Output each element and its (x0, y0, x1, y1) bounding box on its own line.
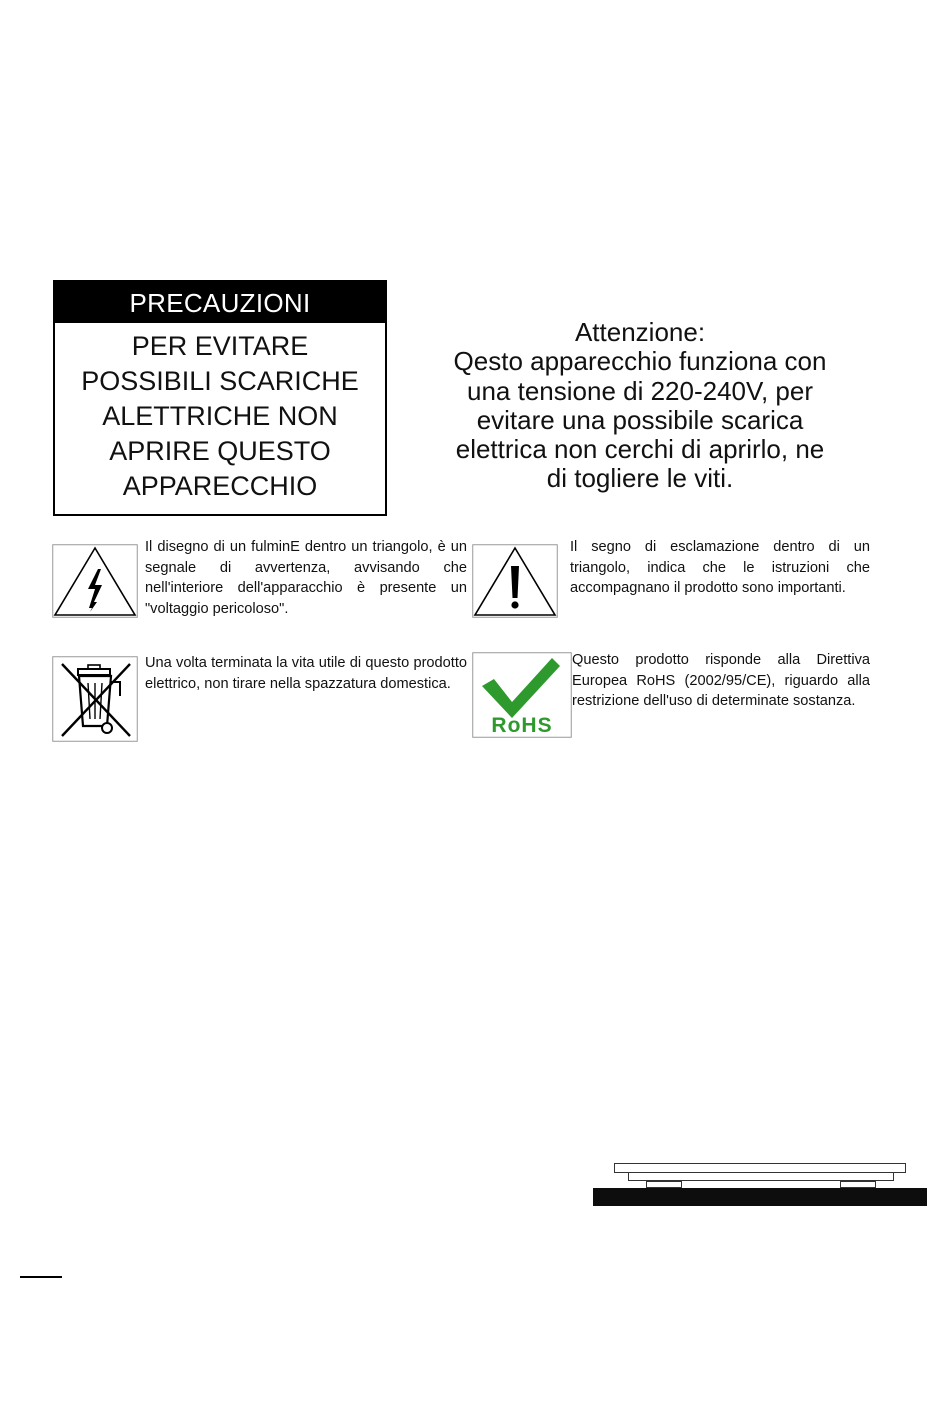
caution-text (55, 323, 385, 504)
attention-line: elettrica non cerchi di aprirlo, ne (455, 434, 825, 465)
scale-platform (614, 1163, 906, 1173)
crossed-bin-icon (52, 656, 138, 742)
lightning-warning-icon (52, 544, 138, 618)
floor-surface (593, 1188, 927, 1206)
caution-line: POSSIBILI SCARICHE (81, 366, 359, 396)
caution-line: APPARECCHIO (122, 471, 318, 501)
weee-description: Una volta terminata la vita utile di questo prodotto elettrico, non tirare nella spazzatura domestica. (145, 655, 467, 692)
caution-title: PRECAUZIONI (55, 282, 385, 323)
rohs-check-icon (472, 652, 572, 738)
exclamation-description: Il segno di esclamazione dentro di un triangolo, indica che le istruzioni che accompagnano il prodotto sono importanti. (570, 539, 870, 596)
footnote-rule (20, 1276, 62, 1278)
lightning-description: Il disegno di un fulminE dentro un triangolo, è un segnale di avvertenza, avvisando che nell'interiore dell'apparacchio è presente un "voltaggio pericoloso". (145, 539, 467, 617)
attention-line: Qesto apparecchio funziona con (453, 346, 827, 377)
scale-foot-left (646, 1181, 682, 1188)
attention-line: una tensione di 220-240V, per (467, 375, 813, 406)
caution-line: APRIRE QUESTO (109, 436, 331, 466)
caution-box (53, 280, 387, 516)
attention-notice (418, 318, 862, 494)
scale-base (628, 1173, 894, 1181)
exclamation-warning-icon (472, 544, 558, 618)
caution-line: PER EVITARE (131, 331, 309, 361)
attention-line: evitare una possibile scarica (476, 404, 804, 435)
rohs-description: Questo prodotto risponde alla Direttiva Europea RoHS (2002/95/CE), riguardo alla restrizione dell'uso di determinate sostanza. (572, 652, 870, 709)
attention-line: di togliere le viti. (546, 463, 734, 494)
caution-line: ALETTRICHE NON (102, 401, 338, 431)
scale-foot-right (840, 1181, 876, 1188)
rohs-logo-text: RoHS (491, 714, 553, 737)
attention-line: Attenzione: (574, 317, 706, 347)
